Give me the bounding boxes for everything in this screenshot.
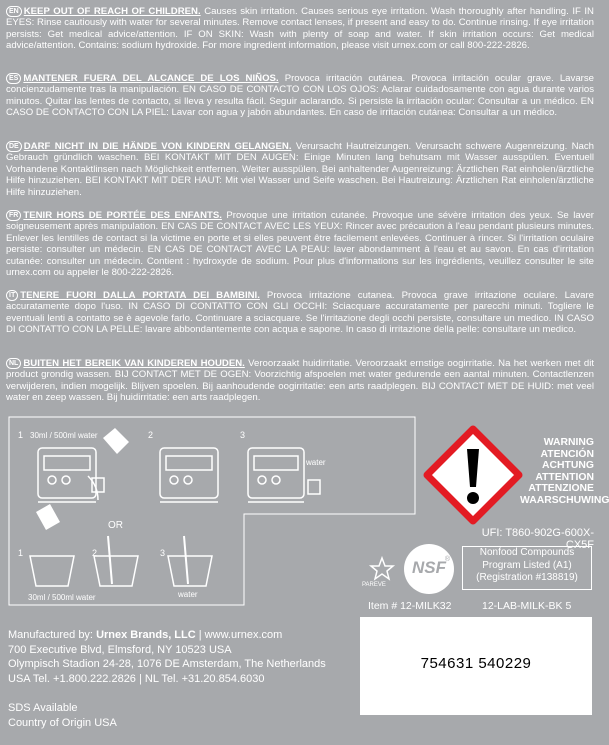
lang-badge: ES [6, 73, 21, 84]
warning-heading: KEEP OUT OF REACH OF CHILDREN. [23, 6, 201, 17]
warning-heading: TENIR HORS DE PORTÉE DES ENFANTS. [23, 210, 222, 221]
lang-badge: FR [6, 210, 21, 221]
usage-instructions [8, 416, 416, 606]
lang-badge: DE [6, 141, 22, 152]
coffee-machine-icon [38, 448, 96, 502]
nsf-line: Nonfood Compounds [479, 547, 575, 558]
step-number: 1 [18, 548, 24, 558]
ufi-code: UFI: T860-902G-600X-CX5F [481, 527, 594, 551]
lang-badge: EN [6, 6, 22, 17]
warning-text: Causes skin irritation. Causes serious eye irritation. Wash thoroughly after handling. IF IN EYES: Rinse cautiously with water for several minutes. Remove contact lenses, if present and easy to do. Continue rinsing. If eye irritation persists: Get medical advice/attention. IF ON SKIN: Wash with plenty of soap and water. If skin irritation occurs: Get medical advice/attention. Contains: sodium hydroxide. For more ingredient information, please visit urnex.com or call 800-222-2826. [6, 6, 594, 52]
or-label: OR [108, 520, 123, 531]
footer-notes [8, 701, 117, 730]
warning-de [6, 141, 594, 198]
nsf-line: (Registration #138819) [476, 572, 578, 583]
coffee-machine-icon [160, 448, 218, 502]
lang-badge: NL [6, 358, 21, 369]
step-number: 2 [148, 430, 154, 440]
signal-word: ATENCIÓN [540, 448, 594, 460]
step-number: 1 [18, 430, 24, 440]
step-label: water [306, 458, 326, 467]
nsf-listing-box [462, 546, 592, 590]
step-label: 30ml / 500ml water [30, 431, 98, 440]
phone-line: USA Tel. +1.800.222.2826 | NL Tel. +31.20.854.6030 [8, 672, 265, 685]
step-number: 2 [92, 548, 98, 558]
coffee-machine-icon [248, 448, 304, 502]
warning-text: Verursacht Hautreizungen. Verursacht schwere Augenreizung. Nach Gebrauch gründlich waschen. BEI KONTAKT MIT DEN AUGEN: Einige Minuten lang behutsam mit Wasser ausspülen. Eventuell Vorhandene Kontaktlinsen nach Möglichkeit entfernen. Weiter ausspülen. Bei anhaltender Augenreizung: Ärztlichen Rat einholen/ärztliche Hilfe hinzuziehen. BEI KONTAKT MIT DER HAUT: Mit viel Wasser und Seife waschen. Bei Hautreizung: Ärztlichen Rat einholen/ärztliche Hilfe hinzuziehen. [6, 141, 594, 198]
item-number: Item # 12-MILK32 [368, 600, 452, 612]
warning-heading: MANTENER FUERA DEL ALCANCE DE LOS NIÑOS. [23, 73, 279, 84]
signal-words [520, 437, 609, 507]
ghs-exclamation-icon [423, 425, 523, 525]
pareve-star-icon [370, 557, 394, 581]
nsf-registered-mark: ® [444, 556, 450, 563]
milk-carton-icon [36, 504, 60, 530]
sds-note: SDS Available [8, 702, 78, 714]
pareve-label: PAREVE [362, 582, 386, 588]
nsf-line: Program Listed (A1) [482, 559, 572, 571]
nsf-logo-text: NSF [412, 558, 446, 577]
steam-wand-icon [184, 536, 188, 584]
address-line: Olympisch Stadion 24-28, 1076 DE Amsterdam, The Netherlands [8, 658, 326, 670]
pitcher-icon [94, 556, 138, 586]
signal-word: ATTENTION [535, 471, 594, 483]
signal-word: ACHTUNG [542, 460, 594, 472]
origin-note: Country of Origin USA [8, 716, 117, 729]
warning-heading: BUITEN HET BEREIK VAN KINDEREN HOUDEN. [23, 358, 245, 369]
steam-wand-icon [108, 536, 112, 584]
manufacturer-line [8, 628, 326, 643]
cup-icon [308, 480, 320, 494]
signal-word: WARNING [543, 437, 594, 448]
pitcher-icon [30, 556, 74, 586]
nsf-logo [404, 544, 454, 594]
signal-word: ATTENZIONE [528, 483, 594, 495]
step-label: 30ml / 500ml water [28, 593, 96, 602]
step-number: 3 [160, 548, 166, 558]
signal-word: WAARSCHUWING [520, 494, 609, 506]
barcode-number: 754631 540229 [420, 655, 532, 672]
warning-es [6, 73, 594, 119]
manufacturer-name: Urnex Brands, LLC [96, 629, 196, 641]
manufacturer-info [8, 628, 326, 686]
warning-fr [6, 210, 594, 278]
barcode-area [360, 617, 592, 715]
manufacturer-prefix: Manufactured by: [8, 629, 93, 641]
warning-heading: DARF NICHT IN DIE HÄNDE VON KINDERN GELANGEN. [23, 141, 292, 152]
step-number: 3 [240, 430, 246, 440]
pitcher-icon [168, 556, 212, 586]
milk-carton-icon [103, 428, 129, 454]
warning-it [6, 290, 594, 336]
warning-nl [6, 358, 594, 404]
warning-text: Provoca irritación cutánea. Provoca irritación ocular grave. Lavarse concienzudamente tras la manipulación. EN CASO DE CONTACTO CON LOS OJOS: Aclarar cuidadosamente con agua durante varios minutos. Quitar las lentes de contacto, si lleva y resulta fácil. Seguir aclarando. Si persiste la irritación ocular: Consultar a un médico. EN CASO DE CONTACTO CON LA PIEL: Lavar con agua y jabón abundantes. En caso de irritación cutánea: Consultar a un médico. [6, 73, 594, 119]
manufacturer-site: | www.urnex.com [198, 629, 283, 641]
warning-heading: TENERE FUORI DALLA PORTATA DEI BAMBINI. [20, 290, 260, 301]
label-code: 12-LAB-MILK-BK 5 [482, 600, 572, 612]
warning-text: Provoca irritazione cutanea. Provoca grave irritazione oculare. Lavare accuratamente dopo l'uso. IN CASO DI CONTATTO CON GLI OCCHI: Sciacquare accuratamente per parecchi minuti. Togliere le eventuali lenti a contatto se è agevole farlo. Continuare a sciacquare. Se l'irritazione degli occhi persiste, consultare un medico. IN CASO DI CONTATTO CON LA PELLE: lavare abbondantemente con acqua e sapone. In caso di irritazione della pelle: consultare un medico. [6, 290, 594, 336]
warning-text: Veroorzaakt huidirritatie. Veroorzaakt ernstige oogirritatie. Na het werken met dit product grondig wassen. BIJ CONTACT MET DE OGEN: Voorzichtig afspoelen met water gedurende een aantal minuten. Contactlenzen verwijderen, indien mogelijk. Blijven spoelen. Bij aanhoudende oogirritatie: een arts raadplegen. BIJ CONTACT MET DE HUID: met veel water en zeep wassen. Bij huidirritatie: een arts raadplegen. [6, 358, 594, 404]
instructions-illustration [8, 416, 416, 606]
warning-text: Provoque une irritation cutanée. Provoque une sévère irritation des yeux. Se laver soigneusement après manipulation. EN CAS DE CONTACT AVEC LES YEUX: Rincer avec précaution à l'eau pendant plusieurs minutes. Enlever les lentilles de contact si la victime en porte et si elles peuvent être facilement enlevées. Continuer à rincer. Si l'irritation oculaire persiste: consulter un médecin. EN CAS DE CONTACT AVEC LA PEAU: laver abondamment à l'eau et au savon. En cas d'irritation cutanée: consulter un médecin. Contient : hydroxyde de sodium. Pour plus d'informations sur les ingrédients, veuillez consulter le site urnex.com ou appeler le 800-222-2826. [6, 210, 594, 279]
warning-en [6, 6, 594, 52]
address-line: 700 Executive Blvd, Elmsford, NY 10523 USA [8, 643, 232, 656]
step-label: water [178, 590, 198, 599]
lang-badge: IT [6, 290, 18, 301]
